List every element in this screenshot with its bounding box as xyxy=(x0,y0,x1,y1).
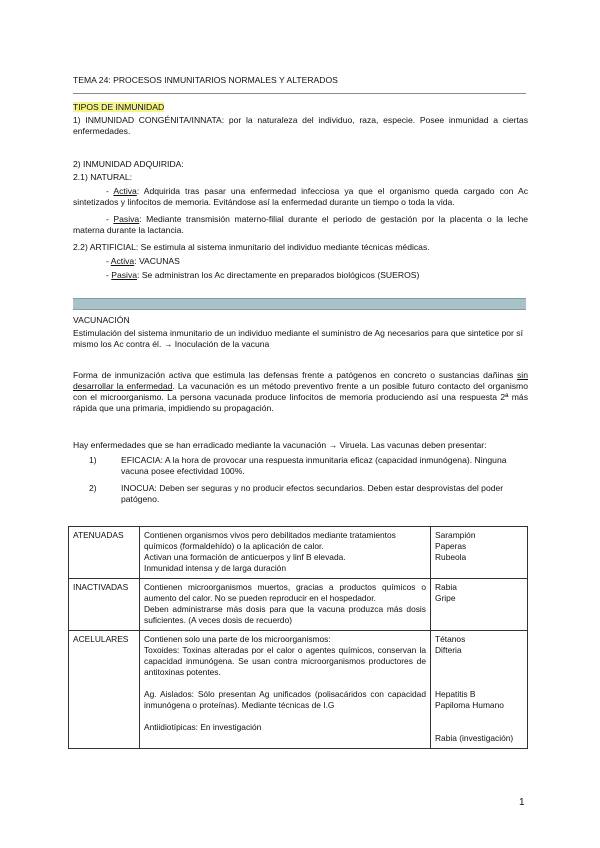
section-divider-band xyxy=(73,298,526,310)
vacunacion-erradicado: Hay enfermedades que se han erradicado mediante la vacunación → Viruela. Las vacunas deben presentar: xyxy=(73,440,487,450)
vacunacion-heading: VACUNACIÓN xyxy=(73,315,130,325)
congenita-paragraph: 1) INMUNIDAD CONGÉNITA/INNATA: por la naturaleza del individuo, raza, especie. Posee inmunidad a ciertas enfermedades. xyxy=(73,115,528,136)
adquirida-heading: 2) INMUNIDAD ADQUIRIDA: xyxy=(73,159,184,169)
list-item-number: 1) xyxy=(89,455,97,465)
table-cell-description: Contienen microorganismos muertos, gracias a productos químicos o aumento del calor. No se pueden reproducir en el hospedador. Deben administrarse más dosis para que la vacuna produzca más dosis suficientes. (A veces dosis de recuerdo) xyxy=(140,579,431,631)
vaccine-types-table xyxy=(68,526,528,749)
table-cell-type: ATENUADAS xyxy=(69,527,140,579)
table-cell-examples: Sarampión Paperas Rubeola xyxy=(431,527,528,579)
vacunacion-forma-paragraph: Forma de inmunización activa que estimula las defensas frente a patógenos en concreto o sustancias dañinas sin desarrollar la enfermedad. La vacunación es un método preventivo frente a un posible futuro contacto del organismo con el microorganismo. La persona vacunada produce linfocitos de memoria produciendo así una respuesta 2ª más rápida que una primaria, impidiendo su propagación. xyxy=(73,370,528,413)
artificial-heading: 2.2) ARTIFICIAL: Se estimula al sistema inmunitario del individuo mediante técnicas médicas. xyxy=(73,242,430,252)
table-cell-description: Contienen solo una parte de los microorganismos: Toxoides: Toxinas alteradas por el calor o agentes químicos, conservan la capacidad inmunógena. Se usan contra microorganismos productores de antitoxinas potentes. Ag. Aislados: Sólo presentan Ag unificados (polisacáridos con capacidad inmunógena o proteínas). Mediante técnicas de I.G Antiidiotípicas: En investigación xyxy=(140,631,431,749)
table-cell-examples: Rabia Gripe xyxy=(431,579,528,631)
natural-pasiva-paragraph: - Pasiva: Mediante transmisión materno-filial durante el periodo de gestación por la placenta o la leche materna durante la lactancia. xyxy=(73,214,529,235)
artificial-pasiva-line: - Pasiva: Se administran los Ac directamente en preparados biológicos (SUEROS) xyxy=(106,270,420,280)
list-item-inocua: INOCUA: Deben ser seguras y no producir efectos secundarios. Deben estar desprovistas del poder patógeno. xyxy=(121,483,504,504)
title-divider xyxy=(73,93,526,94)
table-cell-type: INACTIVADAS xyxy=(69,579,140,631)
table-row xyxy=(69,579,528,631)
list-item-eficacia: EFICACIA: A la hora de provocar una respuesta inmunitaria eficaz (capacidad inmunógena). Ninguna vacuna posee efectividad 100%. xyxy=(121,455,507,476)
tipos-heading: TIPOS DE INMUNIDAD xyxy=(73,102,165,112)
table-cell-description: Contienen organismos vivos pero debilitados mediante tratamientos químicos (formaldehído) o la aplicación de calor. Activan una formación de anticuerpos y linf B elevada. Inmunidad intensa y de larga duración xyxy=(140,527,431,579)
document-title: TEMA 24: PROCESOS INMUNITARIOS NORMALES Y ALTERADOS xyxy=(73,75,338,85)
list-item-number: 2) xyxy=(89,483,97,493)
table-cell-examples: Tétanos Difteria Hepatitis B Papiloma Humano Rabia (investigación) xyxy=(431,631,528,749)
natural-heading: 2.1) NATURAL: xyxy=(73,172,133,182)
table-row xyxy=(69,527,528,579)
page-number: 1 xyxy=(519,797,525,808)
natural-activa-paragraph: - Activa: Adquirida tras pasar una enfermedad infecciosa ya que el organismo queda cargado con Ac sintetizados y linfocitos de memoria. Evitándose así la enfermedad durante un tiempo o toda la vida. xyxy=(73,186,528,207)
vacunacion-definition: Estimulación del sistema inmunitario de un individuo mediante el suministro de Ag necesarios para que sintetice por sí mismo los Ac contra él. → Inoculación de la vacuna xyxy=(73,328,523,349)
table-row xyxy=(69,631,528,749)
table-cell-type: ACELULARES xyxy=(69,631,140,749)
artificial-activa-line: - Activa: VACUNAS xyxy=(106,256,180,266)
